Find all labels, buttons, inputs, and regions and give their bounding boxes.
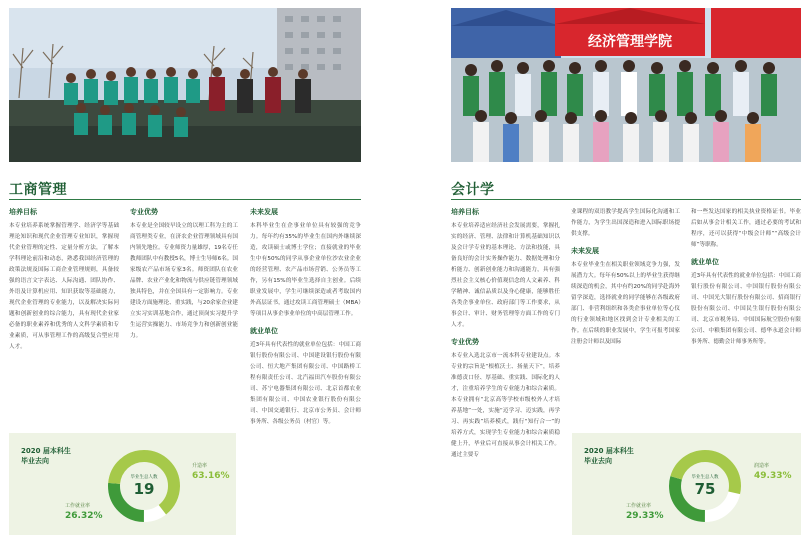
study-rate-value: 63.16% xyxy=(192,471,230,481)
football-team-photo xyxy=(9,8,361,162)
employers-text: 近3年具有代表性的就业单位包括：中国工商银行股份有限公司、中国建设银行股份有限公司、恒大地产集团有限公司、中国路桥工程有限责任公司、北汽福田汽车股份有限公司、苏宁电器集团有限公司、北京首都农业集团有限公司、中国农业银行股份有限公司、中国交通银行、北京市公务员、会计师事务所、各级公务员（村官）等。 xyxy=(250,342,361,425)
stats-label-line2: 毕业去向 xyxy=(21,457,49,465)
title-divider xyxy=(9,199,361,200)
future-text: 本科毕业生在企事业单位具有较强的竞争力。每年约有35%的毕业生在国内外继续深造，攻读硕士或博士学位；直接就业的毕业生中有50%的同学从事企业单位沙农业企业的经营管理、农产品市场营销、公务员等工作，另有15%的毕业生选择自主创业。后续职业发展中，学生可继续深造或者考取国内外高层证书，通过攻读工商管理硕士（MBA）等项目从事企事业单位的中高层管理工作。 xyxy=(250,223,361,317)
study-rate-label: 升造率 xyxy=(192,463,208,469)
donut-center xyxy=(105,447,183,525)
advantages-heading: 专业优势 xyxy=(451,338,479,346)
graduate-stats-panel xyxy=(9,433,236,535)
employers-heading: 就业单位 xyxy=(250,327,278,335)
goals-heading: 培养目标 xyxy=(451,208,479,216)
employers-text: 近3年具有代表性的就业单位包括：中国工商银行股份有限公司、中国银行股份有限公司、中国光大银行股份有限公司、招商银行股份有限公司、中国民生银行股份有限公司、北京市税务局、中国国际航空股份有限公司、中粮集团有限公司、德华永道会计师事务所、德勤会计师事务所等。 xyxy=(691,273,801,345)
stats-label-line2: 毕业去向 xyxy=(584,457,612,465)
goals-section xyxy=(451,207,560,467)
advantages-section xyxy=(130,207,238,348)
work-rate-value: 29.33% xyxy=(626,511,664,521)
future-text: 本专业毕业生在相关职业领域竞争力强，发展潜力大。每年有50%以上的毕业生获得继续深造的机会，其中有约20%的同学赴海外留学深造，选择就业的同学能够在各级政府部门、非营利组织和各类企事业单位等心仪的行业领域和地区找到会计专业相关的工作。在后续的职业发展中，学生可报考国家注册会计师以及国际 xyxy=(571,262,680,345)
future-section xyxy=(571,207,680,354)
future-heading: 未来发展 xyxy=(571,247,599,255)
work-rate-label: 工作就业率 xyxy=(65,503,91,509)
accounting-group-photo xyxy=(451,8,801,162)
study-rate-value: 49.33% xyxy=(754,471,792,481)
total-label: 毕业生总人数 xyxy=(130,475,158,480)
total-count: 19 xyxy=(133,480,155,498)
stats-label-line1: 2020 届本科生 xyxy=(21,447,71,455)
destination-donut xyxy=(105,447,183,525)
work-rate-label: 工作就业率 xyxy=(626,503,652,509)
advantages-text: 本专业入选北京市一流本科专业建设点。本专业的宗旨是“根植沃土、扬量天下”，培养准德责口径、厚基础、重实践、国际化的人才，注重培养学生的专业能力和综合素质。本专业拥有“北京高等学校市级校外人才培养基地”一处，实施“迈学习、迈实践，再学习、再实践”培养模式，践行“知行合一”的培养方式，实现学生专业能力和综合素质稳健上升，毕业后可直接从事会计相关工作。通过主要专 xyxy=(451,353,560,458)
goals-text: 本专业培养适应经济社会发展需要，掌握扎实的经济、管理、法律和计算机基础知识以及会计学专业的基本理论、方法和技能，具备良好的会计实务操作能力、数据处理和分析能力、创新创业能力和沟通能力，具有强烈社会主义核心价值观信念的人文素养、科学精神、诚信品质以及身心健康，能够胜任各类企事业单位、政府部门等工作要求，从事会计、审计、财务管理等方面工作的专门人才。 xyxy=(451,223,560,328)
work-rate-value: 26.32% xyxy=(65,511,103,521)
advantages-heading: 专业优势 xyxy=(130,208,158,216)
advantages-text: 本专业是全国较早设立的以理工科为主的工商管理类专业，在济农企业管理领域具有国内领先地位。专业师资力量雄厚，19名专任教师团队中有教授5名，博士生导师6名。国家级农产品市场专家3名。师资团队在农业品牌、农业产业化和物流与供应链管理领域独具特色，并在全国具有一定影响力。专业建设方面施理论、重实践，与20余家企业建立实习实训基地合作，通过顶岗实习提升学生运营实操能力、市场竞争力和创新创业能力。 xyxy=(130,223,238,339)
employers-heading: 就业单位 xyxy=(691,258,719,266)
stats-label xyxy=(584,446,634,466)
study-rate-label: 润造率 xyxy=(754,463,770,469)
major-title: 会计学 xyxy=(451,182,495,198)
destination-donut xyxy=(666,447,744,525)
stats-label-line1: 2020 届本科生 xyxy=(584,447,634,455)
graduate-stats-panel xyxy=(572,433,801,535)
future-heading: 未来发展 xyxy=(250,208,278,216)
page-gutter xyxy=(395,0,451,543)
total-label: 毕业生总人数 xyxy=(691,475,719,480)
stats-label xyxy=(21,446,71,466)
goals-section xyxy=(9,207,119,359)
college-banner-text: 经济管理学院 xyxy=(588,34,672,50)
donut-center xyxy=(666,447,744,525)
goals-heading: 培养目标 xyxy=(9,208,37,216)
major-title: 工商管理 xyxy=(9,182,67,198)
future-section xyxy=(250,207,361,434)
future-text-continued: 和一些发达国家的相关执业资格证书。毕业后如从事会计相关工作，通过必要的考试和程序，还可以获得“中级会计师”“高级会计师”等职称。 xyxy=(691,209,801,248)
employers-section xyxy=(691,207,801,354)
total-count: 75 xyxy=(694,480,716,498)
title-divider xyxy=(451,199,801,200)
goals-text: 本专业培养系统掌握管理学、经济学等基础理论知识和现代企业管理专业知识，掌握现代企业管理的定性、定量分析方法，了解本学科理论前沿和动态，熟悉我国经济管理的政策法规及国际工商企业管理规则，具备较强的语言文字表达、人际沟通、团队协作、外语及计算机应用、知识获取等基础能力，现代企业管理的专业能力，以及解决实际问题和创新创业的综合能力，具有现代企业家必备的职业素养和优秀的人文科学素质和专业素质，可从事管理工作的高级复合型应用人才。 xyxy=(9,223,119,350)
advantages-text-continued: 业课程的双语教学提高学生国际化沟通和工作能力，为学生出国深造和进入国际职场提供支撑。 xyxy=(571,209,680,237)
